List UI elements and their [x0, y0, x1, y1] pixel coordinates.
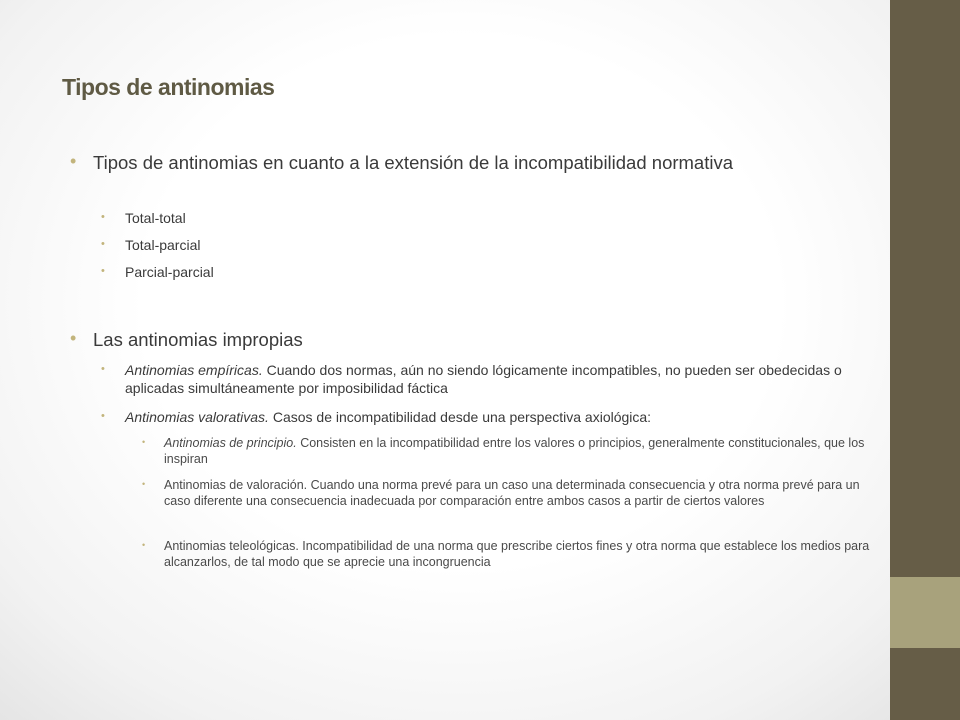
item-term: Antinomias empíricas. [125, 362, 263, 378]
bullet-icon: • [101, 363, 105, 375]
section-heading-extension: Tipos de antinomias en cuanto a la extensión de la incompatibilidad normativa [93, 152, 734, 173]
list-item-valorative [125, 408, 885, 426]
bullet-icon: • [70, 328, 77, 348]
bullet-icon: • [142, 540, 146, 550]
list-item: Total-total [125, 210, 186, 226]
bullet-icon: • [70, 151, 77, 171]
item-term: Antinomias valorativas. [125, 409, 269, 425]
sublist-item-principle [164, 435, 889, 467]
bullet-icon: • [101, 211, 105, 223]
bullet-icon: • [101, 410, 105, 422]
sublist-item-teleological: Antinomias teleológicas. Incompatibilidad de una norma que prescribe ciertos fines y otra norma que establece los medios para alcanzarlos, de tal modo que se aprecie una incongruencia [164, 539, 870, 569]
slide-title: Tipos de antinomias [62, 74, 275, 100]
item-description: Consisten en la incompatibilidad entre los valores o principios, generalmente constitucionales, que los inspiran [164, 436, 865, 466]
section-heading-improper: Las antinomias impropias [93, 329, 303, 350]
list-item-empirical [125, 361, 885, 397]
list-item: Total-parcial [125, 237, 201, 253]
item-term: Antinomias de principio. [164, 436, 297, 450]
bullet-icon: • [101, 265, 105, 277]
bullet-icon: • [101, 238, 105, 250]
list-item: Parcial-parcial [125, 264, 214, 280]
bullet-icon: • [142, 437, 146, 447]
item-description: Casos de incompatibilidad desde una perspectiva axiológica: [268, 409, 652, 425]
sublist-item-valuation: Antinomias de valoración. Cuando una norma prevé para un caso una determinada consecuencia y otra norma prevé para un caso diferente una consecuencia inadecuada por comparación entre ambos casos a partir de ciertos valores [164, 478, 860, 508]
sidebar-accent-block [890, 577, 960, 648]
item-description: Cuando dos normas, aún no siendo lógicamente incompatibles, no pueden ser obedecidas o aplicadas simultáneamente por imposibilidad fáctica [125, 362, 842, 396]
bullet-icon: • [142, 479, 146, 489]
